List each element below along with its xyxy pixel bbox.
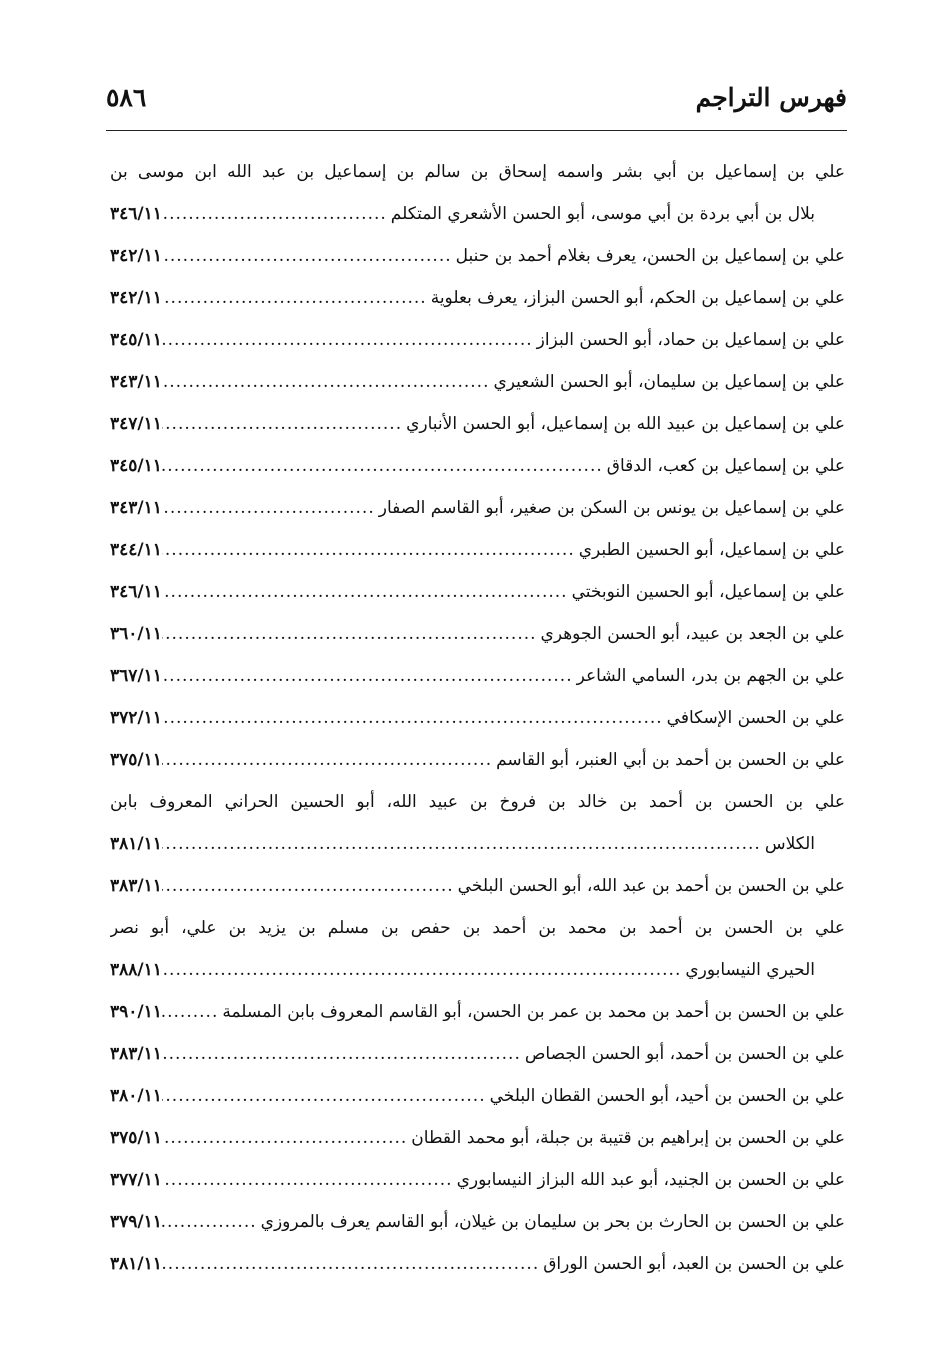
entry-name: علي بن الحسن بن أحمد بن محمد بن عمر بن الحسن، أبو القاسم المعروف بابن المسلمة — [222, 1002, 845, 1022]
page-number: ٥٨٦ — [106, 83, 147, 112]
entry-name: علي بن الحسن بن الجنيد، أبو عبد الله البزاز النيسابوري — [456, 1170, 845, 1190]
index-entry — [110, 151, 845, 193]
index-entry — [110, 529, 845, 571]
index-entry — [110, 823, 845, 865]
entry-name: بلال بن أبي بردة بن أبي موسى، أبو الحسن الأشعري المتكلم — [390, 204, 815, 224]
entry-reference: ٣٤٢/١١ — [110, 288, 162, 308]
index-entry — [110, 1243, 845, 1285]
entry-reference: ٣٧٩/١١ — [110, 1212, 162, 1232]
entry-name: علي بن إسماعيل بن كعب، الدقاق — [606, 456, 845, 476]
index-entry — [110, 235, 845, 277]
index-entry — [110, 1117, 845, 1159]
entry-reference: ٣٤٧/١١ — [110, 414, 162, 434]
entry-reference: ٣٧٧/١١ — [110, 1170, 162, 1190]
entry-name: علي بن إسماعيل بن أبي بشر واسمه إسحاق بن سالم بن إسماعيل بن عبد الله ابن موسى بن — [110, 162, 845, 182]
index-entry — [110, 487, 845, 529]
entry-reference: ٣٨٣/١١ — [110, 876, 162, 896]
entry-name: علي بن إسماعيل بن سليمان، أبو الحسن الشعيري — [493, 372, 845, 392]
entry-name: علي بن إسماعيل بن يونس بن السكن بن صغير، أبو القاسم الصفار — [378, 498, 845, 518]
entry-name: علي بن الحسن بن الحارث بن بحر بن سليمان بن غيلان، أبو القاسم يعرف بالمروزي — [260, 1212, 845, 1232]
leader-dots — [162, 739, 496, 781]
entry-name: علي بن الحسن بن أحمد بن أبي العنبر، أبو القاسم — [496, 750, 845, 770]
entry-name: علي بن إسماعيل بن الحكم، أبو الحسن البزاز، يعرف بعلوية — [430, 288, 845, 308]
entry-name: علي بن الحسن بن أحيد، أبو الحسن القطان البلخي — [489, 1086, 845, 1106]
leader-dots — [162, 445, 607, 487]
entry-name: علي بن إسماعيل، أبو الحسين الطبري — [578, 540, 845, 560]
entry-name: علي بن إسماعيل بن عبيد الله بن إسماعيل، أبو الحسن الأنباري — [406, 414, 845, 434]
index-entry — [110, 319, 845, 361]
leader-dots — [162, 529, 579, 571]
entry-reference: ٣٤٦/١١ — [110, 582, 162, 602]
entry-name: علي بن إسماعيل بن حماد، أبو الحسن البزاز — [536, 330, 845, 350]
entry-name: علي بن إسماعيل، أبو الحسين النوبختي — [571, 582, 845, 602]
entry-reference: ٣٨٣/١١ — [110, 1044, 162, 1064]
index-entry — [110, 781, 845, 823]
entry-reference: ٣٨٠/١١ — [110, 1086, 162, 1106]
index-entry — [110, 907, 845, 949]
entry-reference: ٣٨١/١١ — [110, 1254, 162, 1274]
leader-dots — [162, 949, 685, 991]
leader-dots — [162, 361, 494, 403]
leader-dots — [162, 655, 577, 697]
page-header — [106, 78, 847, 126]
index-entry — [110, 613, 845, 655]
index-entry — [110, 1201, 845, 1243]
index-entry — [110, 445, 845, 487]
leader-dots — [162, 487, 379, 529]
entry-reference: ٣٨١/١١ — [110, 834, 162, 854]
leader-dots — [162, 1159, 457, 1201]
index-entry — [110, 655, 845, 697]
leader-dots — [162, 613, 541, 655]
index-entry — [110, 403, 845, 445]
leader-dots — [162, 319, 537, 361]
leader-dots — [162, 1243, 543, 1285]
leader-dots — [162, 571, 572, 613]
leader-dots — [162, 1201, 261, 1243]
entry-reference: ٣٤٢/١١ — [110, 246, 162, 266]
entry-reference: ٣٦٧/١١ — [110, 666, 162, 686]
entry-name: علي بن الحسن بن إبراهيم بن قتيبة بن جبلة، أبو محمد القطان — [411, 1128, 845, 1148]
entry-reference: ٣٧٥/١١ — [110, 1128, 162, 1148]
index-entry — [110, 949, 845, 991]
index-entry — [110, 1075, 845, 1117]
index-entry — [110, 1033, 845, 1075]
entry-reference: ٣٤٤/١١ — [110, 540, 162, 560]
entry-name: الكلاس — [764, 834, 815, 854]
entry-name: علي بن الجعد بن عبيد، أبو الحسن الجوهري — [540, 624, 845, 644]
index-entry — [110, 697, 845, 739]
entry-reference: ٣٤٥/١١ — [110, 330, 162, 350]
leader-dots — [162, 1033, 525, 1075]
leader-dots — [162, 1075, 490, 1117]
index-entry — [110, 991, 845, 1033]
biography-index-list — [110, 151, 845, 1285]
leader-dots — [162, 403, 406, 445]
index-entry — [110, 865, 845, 907]
entry-name: علي بن الحسن بن أحمد بن خالد بن فروخ بن عبيد الله، أبو الحسين الحراني المعروف بابن — [110, 792, 845, 812]
leader-dots — [162, 1117, 411, 1159]
leader-dots — [162, 235, 456, 277]
index-entry — [110, 193, 845, 235]
entry-reference: ٣٦٠/١١ — [110, 624, 162, 644]
entry-name: علي بن الحسن الإسكافي — [666, 708, 845, 728]
header-rule — [106, 130, 847, 131]
entry-name: علي بن إسماعيل بن الحسن، يعرف بغلام أحمد بن حنبل — [455, 246, 845, 266]
entry-reference: ٣٧٥/١١ — [110, 750, 162, 770]
entry-name: علي بن الجهم بن بدر، السامي الشاعر — [576, 666, 845, 686]
index-entry — [110, 361, 845, 403]
index-entry — [110, 1159, 845, 1201]
leader-dots — [162, 277, 431, 319]
entry-reference: ٣٧٢/١١ — [110, 708, 162, 728]
entry-reference: ٣٤٣/١١ — [110, 498, 162, 518]
leader-dots — [162, 865, 458, 907]
index-entry — [110, 571, 845, 613]
entry-name: الحيري النيسابوري — [685, 960, 815, 980]
leader-dots — [162, 991, 222, 1033]
entry-name: علي بن الحسن بن العبد، أبو الحسن الوراق — [543, 1254, 845, 1274]
entry-reference: ٣٤٦/١١ — [110, 204, 162, 224]
leader-dots — [162, 193, 391, 235]
index-entry — [110, 739, 845, 781]
index-entry — [110, 277, 845, 319]
entry-reference: ٣٨٨/١١ — [110, 960, 162, 980]
entry-reference: ٣٤٣/١١ — [110, 372, 162, 392]
page-title: فهرس التراجم — [695, 83, 847, 112]
leader-dots — [162, 823, 765, 865]
leader-dots — [162, 697, 667, 739]
entry-name: علي بن الحسن بن أحمد بن عبد الله، أبو الحسن البلخي — [457, 876, 845, 896]
entry-reference: ٣٤٥/١١ — [110, 456, 162, 476]
entry-name: علي بن الحسن بن أحمد، أبو الحسن الجصاص — [524, 1044, 845, 1064]
entry-name: علي بن الحسن بن أحمد بن محمد بن أحمد بن حفص بن مسلم بن يزيد بن علي، أبو نصر — [110, 918, 845, 938]
entry-reference: ٣٩٠/١١ — [110, 1002, 162, 1022]
